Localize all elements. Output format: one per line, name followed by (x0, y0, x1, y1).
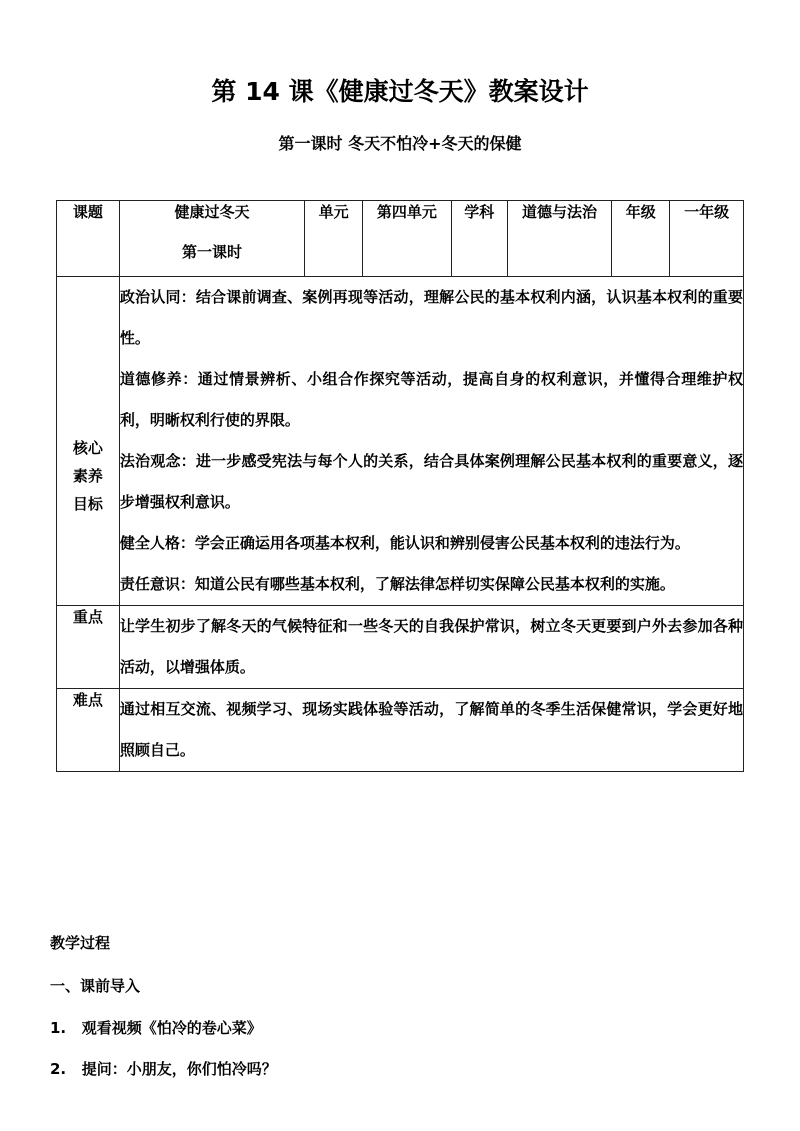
sound-personality-text: 健全人格：学会正确运用各项基本权利，能认识和辨别侵害公民基本权利的违法行为。 (119, 534, 690, 552)
lesson-plan-table (56, 200, 744, 772)
unit-value: 第四单元 (363, 201, 452, 277)
topic-value-line1: 健康过冬天 (174, 203, 250, 221)
table-header-row (57, 201, 744, 277)
core-literacy-label-line: 素养 (72, 467, 103, 485)
core-literacy-label-line: 目标 (72, 495, 103, 513)
process-step: 1. 观看视频《怕冷的卷心菜》 (50, 1019, 262, 1037)
responsibility-text: 责任意识：知道公民有哪些基本权利，了解法律怎样切实保障公民基本权利的实施。 (119, 575, 675, 593)
unit-label: 单元 (305, 201, 363, 277)
process-heading: 教学过程 (50, 934, 111, 952)
moral-cultivation-text: 道德修养：通过情景辨析、小组合作探究等活动，提高自身的权利意识，并懂得合理维护权利，明晰权利行使的界限。 (119, 370, 743, 429)
key-point-row (57, 606, 744, 689)
section-heading: 一、课前导入 (50, 977, 141, 995)
topic-label: 课题 (57, 201, 120, 277)
page-subtitle: 第一课时 冬天不怕冷+冬天的保健 (278, 134, 522, 153)
subject-label: 学科 (451, 201, 507, 277)
core-literacy-row (57, 277, 744, 606)
difficult-point-row (57, 689, 744, 772)
page-title: 第 14 课《健康过冬天》教案设计 (211, 77, 589, 106)
difficult-point-label: 难点 (57, 689, 120, 772)
key-point-label: 重点 (57, 606, 120, 689)
difficult-point-content: 通过相互交流、视频学习、现场实践体验等活动，了解简单的冬季生活保健常识，学会更好地照顾自己。 (119, 689, 743, 772)
topic-value (119, 201, 304, 277)
core-literacy-label-line: 核心 (72, 439, 103, 457)
political-identity-text: 政治认同：结合课前调查、案例再现等活动，理解公民的基本权利内涵，认识基本权利的重要性。 (119, 288, 743, 347)
key-point-content: 让学生初步了解冬天的气候特征和一些冬天的自我保护常识，树立冬天更要到户外去参加各种活动，以增强体质。 (119, 606, 743, 689)
grade-value: 一年级 (670, 201, 744, 277)
process-step: 2. 提问：小朋友，你们怕冷吗？ (50, 1060, 277, 1078)
rule-of-law-text: 法治观念：进一步感受宪法与每个人的关系，结合具体案例理解公民基本权利的重要意义，逐步增强权利意识。 (119, 452, 743, 511)
topic-value-line2: 第一课时 (182, 243, 243, 261)
core-literacy-label (57, 277, 120, 606)
subject-value: 道德与法治 (507, 201, 612, 277)
grade-label: 年级 (612, 201, 670, 277)
core-literacy-content (119, 277, 743, 606)
